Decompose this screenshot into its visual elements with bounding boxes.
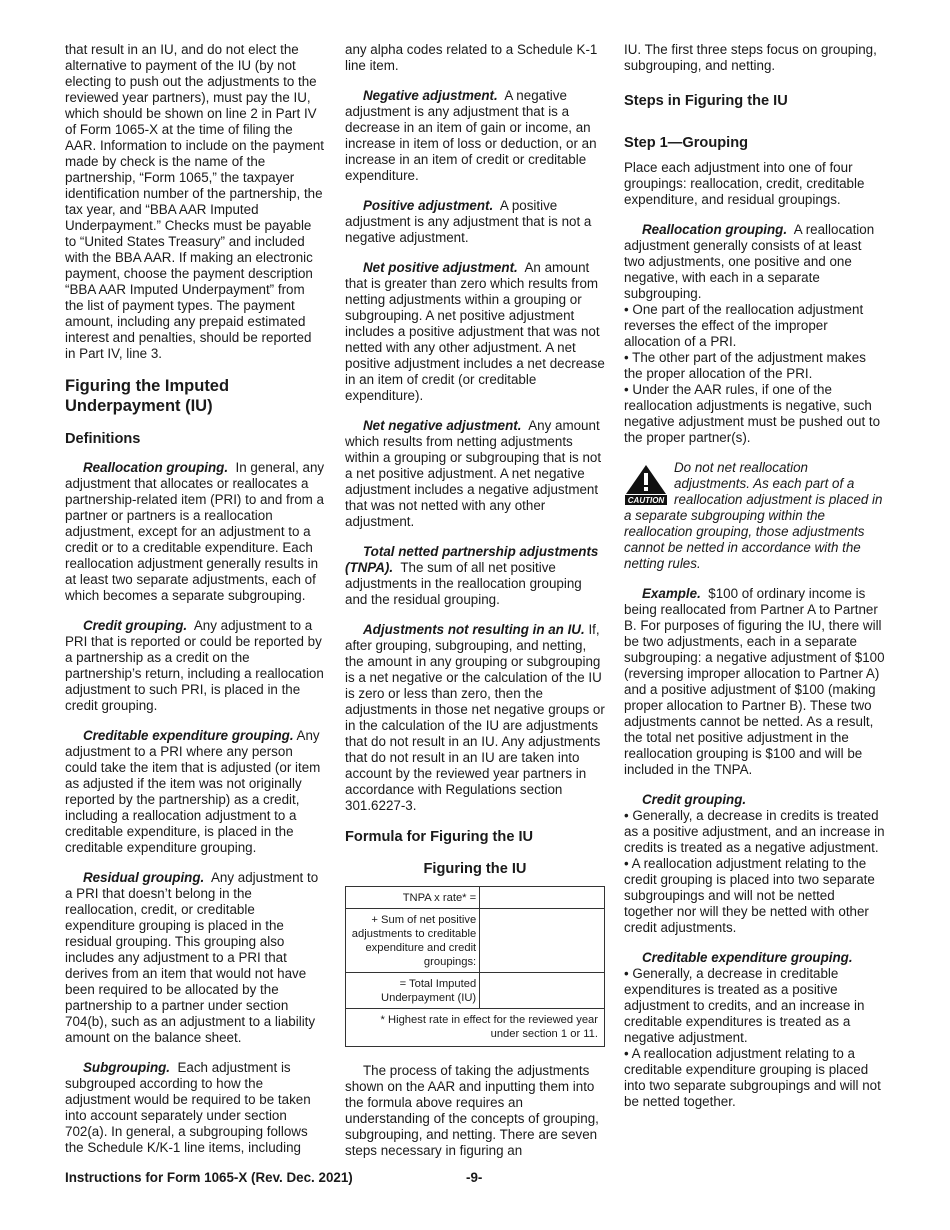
table-cell-value	[480, 887, 605, 909]
continued-paragraph: IU. The first three steps focus on grouping, subgrouping, and netting.	[624, 42, 877, 73]
table-cell-value	[480, 909, 605, 973]
table-row	[346, 973, 605, 1009]
definition-text: Any adjustment to a PRI where any person could take the item that is adjusted (or item as adjusted if the item was not originally reported by the partnership) as a credit, including a reallocation adjustment to a creditable expenditure, is placed in the creditable expenditure grouping.	[65, 728, 321, 855]
caution-text: Do not net reallocation adjustments. As each part of a reallocation adjustment is placed in a separate subgrouping within the reallocation grouping, those adjustments cannot be netted in accordance with the netting rules.	[624, 460, 883, 571]
column-2	[345, 42, 605, 1173]
credit-grouping-heading: Credit grouping.	[642, 792, 747, 807]
table-cell-label: + Sum of net positive adjustments to creditable expenditure and credit groupings:	[346, 909, 480, 973]
definition-text: If, after grouping, subgrouping, and netting, the amount in any grouping or subgrouping is a net negative or the calculation of the IU is zero or less than zero, then the adjustments in those net negative groups or in the calculation of the IU are adjustments that do not result in an IU. Any adjustments that do not result in an IU are taken into account by the reviewed year partners in accordance with Regulations section 301.6227-3.	[345, 622, 605, 813]
grouping-paragraph: Place each adjustment into one of four groupings: reallocation, credit, creditable expenditure, and residual groupings.	[624, 160, 865, 207]
reallocation-grouping	[624, 222, 885, 302]
bullet-item: • One part of the reallocation adjustment reverses the effect of the improper allocation of a PRI.	[624, 302, 885, 350]
example-text: $100 of ordinary income is being reallocated from Partner A to Partner B. For purposes of figuring the IU, there will be two adjustments, each in a separate subgrouping: a negative adjustment of $100 (reversing improper allocation to Partner A) and a positive adjustment of $100 (making proper allocation to Partner B). These two adjustments cannot be netted. As a result, the total net positive adjustment in the reallocation grouping is $100 and will be included in the TNPA.	[624, 586, 885, 777]
intro-paragraph: that result in an IU, and do not elect the alternative to payment of the IU (by not electing to push out the adjustments to the reviewed year partners), must pay the IU, which should be shown on line 2 in Part IV of Form 1065-X at the time of filing the AAR. Information to include on the payment made by check is the name of the partnership, “Form 1065,” the taxpayer identification number of the partnership, the tax year, and “BBA AAR Imputed Underpayment.” Checks must be payable to “United States Treasury” and included with the BBA AAR. If making an electronic payment, choose the payment description “BBA AAR Imputed Underpayment” from the list of payment types. The payment amount, including any prepaid estimated interest and penalties, should be reported in Part IV, line 3.	[65, 42, 325, 361]
definition-text: Any adjustment to a PRI that doesn’t belong in the reallocation, credit, or creditable expenditure grouping is placed in the residual grouping. This grouping also includes any adjustment to a PRI that derives from an item that would not have been required to be allocated by the partnership to a partner under section 704(b), such as an adjustment to a liability amount on the balance sheet.	[65, 870, 319, 1045]
bullet-item: • Generally, a decrease in credits is treated as a positive adjustment, and an increase in credits is treated as a negative adjustment.	[624, 808, 885, 856]
term: Residual grouping.	[83, 870, 205, 885]
definition-text: Each adjustment is subgrouped according to how the adjustment would be required to be taken into account separately under section 702(a). In general, a subgrouping follows the Schedule K/K-1 line items, including	[65, 1060, 311, 1155]
definition-subgrouping	[65, 1060, 325, 1156]
table-row	[346, 1009, 605, 1047]
subheading-formula: Formula for Figuring the IU	[345, 829, 534, 845]
definition-not-resulting-iu	[345, 622, 605, 814]
table-cell-label: TNPA x rate* =	[346, 887, 480, 909]
page-number: -9-	[466, 1170, 483, 1185]
caution-icon	[624, 464, 668, 506]
footer-form-title: Instructions for Form 1065-X (Rev. Dec. 2021)	[65, 1170, 353, 1185]
bullet-item: • A reallocation adjustment relating to the credit grouping is placed into two separate subgroupings and will not be netted together nor will they be netted with other credit adjustments.	[624, 856, 885, 936]
example-paragraph	[624, 586, 885, 778]
definition-credit	[65, 618, 325, 714]
term: Adjustments not resulting in an IU.	[363, 622, 585, 637]
subheading-step-1: Step 1—Grouping	[624, 135, 749, 151]
term: Net positive adjustment.	[363, 260, 518, 275]
caution-label: CAUTION	[627, 496, 665, 505]
term: Reallocation grouping.	[642, 222, 788, 237]
bullet-item: • Generally, a decrease in creditable expenditures is treated as a positive adjustment to credits, and an increase in creditable expenditures is treated as a negative adjustment.	[624, 966, 885, 1046]
definition-tnpa	[345, 544, 605, 608]
definition-text: The sum of all net positive adjustments in the reallocation grouping and the residual grouping.	[345, 560, 582, 607]
subheading-definitions: Definitions	[65, 431, 141, 447]
term: Example.	[642, 586, 701, 601]
subheading-steps: Steps in Figuring the IU	[624, 93, 788, 109]
term: Total netted partnership adjustments (TNPA).	[345, 544, 599, 575]
continued-paragraph: any alpha codes related to a Schedule K-1 line item.	[345, 42, 598, 73]
definition-positive-adjustment	[345, 198, 605, 246]
column-1	[65, 42, 325, 1170]
table-cell-label: = Total Imputed Underpayment (IU)	[346, 973, 480, 1009]
definition-net-positive	[345, 260, 605, 404]
term: Positive adjustment.	[363, 198, 494, 213]
term: Creditable expenditure grouping.	[83, 728, 294, 743]
term: Negative adjustment.	[363, 88, 498, 103]
definition-creditable-expenditure	[65, 728, 325, 856]
iu-formula-table	[345, 886, 605, 1047]
definition-net-negative	[345, 418, 605, 530]
bullet-item: • Under the AAR rules, if one of the reallocation adjustments is negative, such negative adjustment must be pushed out to the proper partner(s).	[624, 382, 885, 446]
column-3	[624, 42, 885, 1110]
process-paragraph: The process of taking the adjustments shown on the AAR and inputting them into the formula above requires an understanding of the concepts of grouping, subgrouping, and netting. There are seven steps necessary in figuring an	[345, 1063, 599, 1158]
bullet-item: • The other part of the adjustment makes the proper allocation of the PRI.	[624, 350, 885, 382]
term: Credit grouping.	[83, 618, 188, 633]
table-row	[346, 909, 605, 973]
term: Reallocation grouping.	[83, 460, 229, 475]
term: Net negative adjustment.	[363, 418, 522, 433]
definition-text: An amount that is greater than zero which results from netting adjustments within a grouping or subgrouping. A net positive adjustment includes a positive adjustment that was not netted with any other adjustment. A net positive adjustment includes a net decrease in an item of credit (or creditable expenditure).	[345, 260, 605, 403]
term: Subgrouping.	[83, 1060, 171, 1075]
creditable-expenditure-heading: Creditable expenditure grouping.	[642, 950, 853, 965]
table-footnote: * Highest rate in effect for the reviewed year under section 1 or 11.	[346, 1009, 605, 1047]
definition-residual	[65, 870, 325, 1046]
definition-text: Any adjustment to a PRI that is reported or could be reported by a partnership as a credit on the partnership’s return, including a reallocation adjustment to such PRI, is placed in the credit grouping.	[65, 618, 324, 713]
definition-text: In general, any adjustment that allocates or reallocates a partnership-related item (PRI) to and from a partner or partners is a reallocation adjustment, except for an adjustment to a credit or to a creditable expenditure. Each reallocation adjustment generally results in at least two separate adjustments, each of which becomes a separate subgrouping.	[65, 460, 325, 603]
definition-negative-adjustment	[345, 88, 605, 184]
definition-text: A reallocation adjustment generally consists of at least two adjustments, one positive and one negative, with each in a separate subgrouping.	[624, 222, 875, 301]
table-title: Figuring the IU	[423, 861, 527, 877]
section-heading-figuring-iu: Figuring the Imputed Underpayment (IU)	[65, 377, 230, 415]
definition-text: A negative adjustment is any adjustment that is a decrease in an item of gain or income, an increase in item of loss or deduction, or an increase in an item of credit or creditable expenditure.	[345, 88, 597, 183]
table-cell-value	[480, 973, 605, 1009]
bullet-item: • A reallocation adjustment relating to a creditable expenditure grouping is placed into two separate subgroupings and will not be netted together.	[624, 1046, 885, 1110]
caution-note	[624, 460, 885, 572]
definition-text: A positive adjustment is any adjustment that is not a negative adjustment.	[345, 198, 592, 245]
definition-reallocation	[65, 460, 325, 604]
table-row	[346, 887, 605, 909]
definition-text: Any amount which results from netting adjustments within a grouping or subgrouping that is not a net positive adjustment. A net negative adjustment includes a negative adjustment that was not netted with any other adjustment.	[345, 418, 602, 529]
